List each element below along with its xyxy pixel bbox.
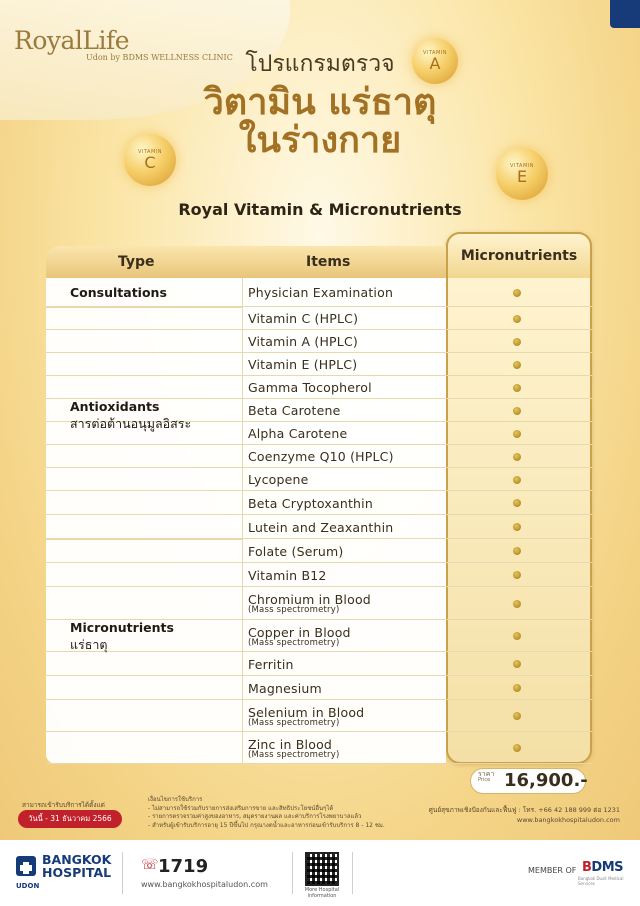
group-consultations: Consultations	[70, 285, 167, 300]
hospital-cross-icon	[16, 856, 36, 876]
item-method: (Mass spectrometry)	[248, 750, 340, 760]
item-name: Chromium in Blood (Mass spectrometry)	[248, 592, 371, 615]
item-name: Beta Carotene	[248, 403, 341, 418]
footer-divider	[352, 852, 353, 894]
table-row	[46, 676, 592, 700]
header-items: Items	[306, 254, 351, 270]
included-dot-icon	[513, 430, 521, 438]
table-row	[46, 563, 592, 587]
group-antioxidants: Antioxidants สารต่อต้านอนุมูลอิสระ	[70, 399, 192, 431]
table-row	[46, 468, 592, 491]
phone-icon: ☏	[141, 857, 159, 873]
table-row	[46, 539, 592, 563]
item-name: Vitamin E (HPLC)	[248, 357, 358, 372]
item-name: Folate (Serum)	[248, 544, 344, 559]
column-divider	[242, 278, 243, 764]
heading-english: Royal Vitamin & Micronutrients	[178, 200, 462, 219]
table-row	[46, 652, 592, 676]
center-website-link[interactable]: www.bangkokhospitaludon.com	[516, 815, 620, 824]
header-type: Type	[118, 254, 155, 270]
table-header	[46, 246, 446, 278]
corner-tab	[610, 0, 640, 28]
included-dot-icon	[513, 407, 521, 415]
item-name: Vitamin C (HPLC)	[248, 311, 359, 326]
item-method: (Mass spectrometry)	[248, 718, 340, 728]
included-dot-icon	[513, 632, 521, 640]
group-divider	[46, 307, 242, 308]
heading-line-1: โปรแกรมตรวจ	[245, 51, 395, 77]
conditions: เงื่อนไขการใช้บริการ - ไม่สามารถใช้ร่วมกับรายการส่งเสริมการขาย และสิทธิประโยชน์อื่นๆได้ - รายการตรวจรวมค่าสูงของอาหาร, สมุดรายงานผล และค่าบริการโรงพยาบาลแล้ว - สำหรับผู้เข้ารับบริการอายุ 15 ปีขึ้นไป กรุณางดน้ำและอาหารก่อนเข้ารับบริการ 8 - 12 ชม.	[148, 796, 385, 830]
package-column-header: Micronutrients	[446, 232, 592, 278]
item-name: Coenzyme Q10 (HPLC)	[248, 449, 394, 464]
item-name: Vitamin A (HPLC)	[248, 334, 358, 349]
table-row	[46, 330, 592, 353]
included-dot-icon	[513, 384, 521, 392]
bdms-subtitle: Bangkok Dusit Medical Services	[578, 876, 624, 886]
included-dot-icon	[513, 600, 521, 608]
qr-code[interactable]	[305, 852, 339, 886]
group-micronutrients: Micronutrients แร่ธาตุ	[70, 620, 174, 652]
footer-divider	[292, 852, 293, 894]
table-row	[46, 376, 592, 399]
footer-divider	[122, 852, 123, 894]
phone-number[interactable]: 1719	[158, 856, 209, 877]
item-name: Zinc in Blood (Mass spectrometry)	[248, 737, 340, 760]
price-value: 16,900.-	[504, 770, 588, 791]
included-dot-icon	[513, 499, 521, 507]
item-name: Gamma Tocopherol	[248, 380, 372, 395]
item-name: Vitamin B12	[248, 568, 327, 583]
vitamin-e-bubble: VITAMIN E	[496, 148, 548, 200]
table-row	[46, 445, 592, 468]
included-dot-icon	[513, 712, 521, 720]
availability-label: สามารถเข้ารับบริการได้ตั้งแต่	[22, 801, 105, 809]
member-label: MEMBER OF	[528, 866, 577, 875]
website-link[interactable]: www.bangkokhospitaludon.com	[141, 880, 268, 889]
included-dot-icon	[513, 571, 521, 579]
included-dot-icon	[513, 315, 521, 323]
item-name: Lutein and Zeaxanthin	[248, 520, 394, 535]
availability-date: วันนี้ - 31 ธันวาคม 2566	[18, 810, 122, 828]
table-row	[46, 732, 592, 764]
item-name: Physician Examination	[248, 285, 394, 300]
included-dot-icon	[513, 453, 521, 461]
heading-line-2: วิตามิน แร่ธาตุ ในร่างกาย	[203, 82, 437, 161]
included-dot-icon	[513, 361, 521, 369]
table-row	[46, 353, 592, 376]
included-dot-icon	[513, 684, 521, 692]
table-row	[46, 491, 592, 515]
logo-main-text: RoyalLife	[14, 26, 130, 55]
included-dot-icon	[513, 289, 521, 297]
logo-sub-text: Udon by BDMS WELLNESS CLINIC	[86, 53, 233, 62]
table-row	[46, 587, 592, 620]
included-dot-icon	[513, 744, 521, 752]
included-dot-icon	[513, 547, 521, 555]
vitamin-a-bubble: VITAMIN A	[412, 38, 458, 84]
price-label: ราคา Price	[478, 770, 495, 783]
included-dot-icon	[513, 660, 521, 668]
item-name: Ferritin	[248, 657, 294, 672]
item-method: (Mass spectrometry)	[248, 638, 340, 648]
item-name: Lycopene	[248, 472, 309, 487]
item-name: Magnesium	[248, 681, 322, 696]
qr-caption: More Hospital information	[304, 887, 340, 899]
item-name: Selenium in Blood (Mass spectrometry)	[248, 705, 365, 728]
item-name: Copper in Blood (Mass spectrometry)	[248, 625, 351, 648]
included-dot-icon	[513, 523, 521, 531]
item-method: (Mass spectrometry)	[248, 605, 340, 615]
included-dot-icon	[513, 476, 521, 484]
bdms-logo: BDMS	[582, 860, 624, 875]
included-dot-icon	[513, 338, 521, 346]
center-contact: ศูนย์สุขภาพเชิงป้องกันและฟื้นฟู : โทร. +66 42 188 999 ต่อ 1231 www.bangkokhospitaludon.com	[428, 806, 620, 824]
table-row	[46, 700, 592, 732]
vitamin-c-bubble: VITAMIN C	[124, 134, 176, 186]
item-name: Alpha Carotene	[248, 426, 348, 441]
item-name: Beta Cryptoxanthin	[248, 496, 373, 511]
group-divider	[46, 539, 242, 540]
table-row	[46, 307, 592, 330]
table-row	[46, 515, 592, 539]
